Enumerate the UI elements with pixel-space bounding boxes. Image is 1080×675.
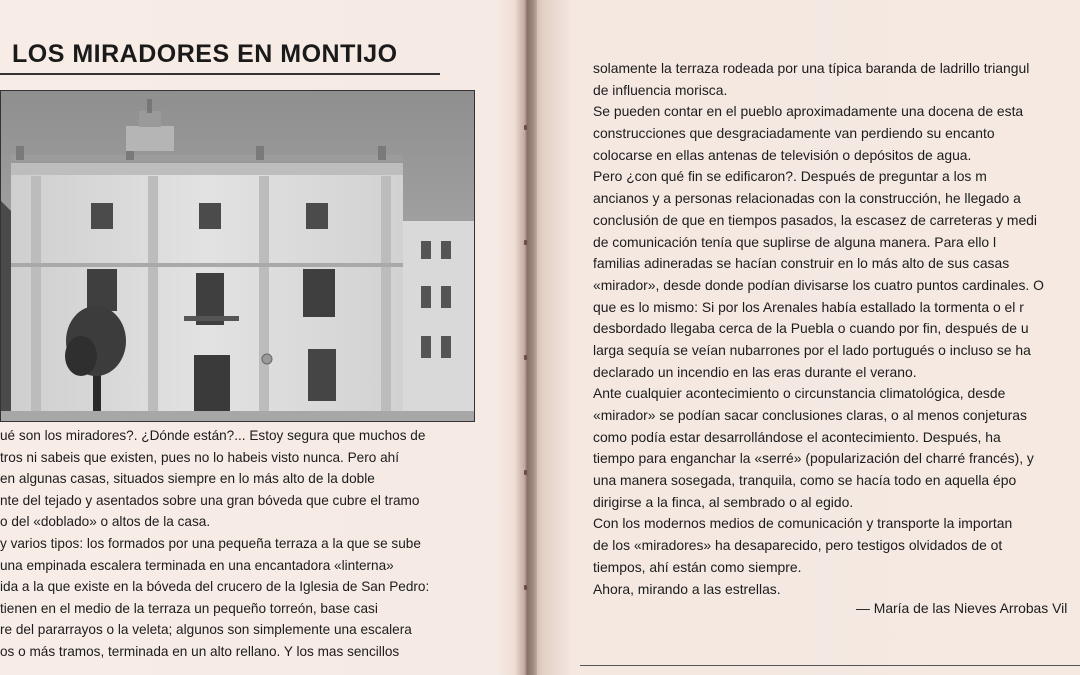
- text-line: en algunas casas, situados siempre en lo más alto de la doble: [0, 471, 375, 487]
- right-article-text: [593, 58, 1080, 600]
- bottom-rule: [580, 665, 1080, 666]
- text-line: Con los modernos medios de comunicación y transporte la importan: [593, 515, 1013, 532]
- binding-stitch: [524, 470, 527, 475]
- text-line: «mirador», desde donde podían divisarse los cuatro puntos cardinales. O: [593, 276, 1044, 293]
- text-line: una empinada escalera terminada en una encantadora «linterna»: [0, 557, 394, 573]
- text-line: Ante cualquier acontecimiento o circunstancia climatológica, desde: [593, 385, 1006, 402]
- text-line: Pero ¿con qué fin se edificaron?. Después de preguntar a los m: [593, 168, 987, 185]
- text-line: de influencia morisca.: [593, 81, 728, 98]
- right-page: [535, 0, 1080, 675]
- book-gutter: [515, 0, 537, 675]
- binding-stitch: [524, 585, 527, 590]
- text-line: colocarse en ellas antenas de televisión o depósitos de agua.: [593, 146, 972, 163]
- text-line: como podía estar desarrollándose el acontecimiento. Después, ha: [593, 428, 1001, 445]
- text-line: os o más tramos, terminada en un alto rellano. Y los mas sencillos: [0, 643, 400, 659]
- text-line: y varios tipos: los formados por una pequeña terraza a la que se sube: [0, 535, 421, 551]
- author-signature: — María de las Nieves Arrobas Vil: [856, 600, 1068, 616]
- text-line: tiempo para enganchar la «serré» (popularización del charré francés), y: [593, 450, 1034, 467]
- text-line: declarado un incendio en las eras durante el verano.: [593, 363, 917, 380]
- binding-stitch: [524, 355, 527, 360]
- binding-stitch: [524, 240, 527, 245]
- text-line: tiempos, ahí están como siempre.: [593, 558, 802, 575]
- text-line: de los «miradores» ha desaparecido, pero testigos olvidados de ot: [593, 537, 1003, 554]
- left-article-text: [0, 425, 478, 663]
- text-line: familias adineradas se hacían construir en lo más alto de sus casas: [593, 255, 1010, 272]
- text-line: tienen en el medio de la terraza un pequeño torreón, base casi: [0, 600, 378, 616]
- text-line: larga sequía se veían nubarrones por el lado portugués o incluso se ha: [593, 341, 1031, 358]
- text-line: re del pararrayos o la veleta; algunos son simplemente una escalera: [0, 622, 412, 638]
- text-line: ida a la que existe en la bóveda del crucero de la Iglesia de San Pedro:: [0, 579, 430, 595]
- text-line: nte del tejado y asentados sobre una gran bóveda que cubre el tramo: [0, 492, 420, 508]
- text-line: dirigirse a la finca, al sembrado o al egido.: [593, 493, 854, 510]
- text-line: «mirador» se podían sacar conclusiones claras, o al menos conjeturas: [593, 407, 1027, 423]
- left-page: [0, 0, 525, 675]
- text-line: solamente la terraza rodeada por una típica baranda de ladrillo triangul: [593, 60, 1030, 76]
- text-line: que es lo mismo: Si por los Arenales había estallado la tormenta o el r: [593, 298, 1024, 315]
- text-line: de comunicación tenía que suplirse de alguna manera. Para ello l: [593, 233, 997, 250]
- text-line: tros ni sabeis que existen, pues no lo habeis visto nunca. Pero ahí: [0, 449, 399, 465]
- text-line: ué son los miradores?. ¿Dónde están?... Estoy segura que muchos de: [0, 428, 426, 443]
- text-line: Se pueden contar en el pueblo aproximadamente una docena de esta: [593, 103, 1024, 120]
- text-line: construcciones que desgraciadamente van perdiendo su encanto: [593, 125, 995, 142]
- text-line: desbordado llegaba cerca de la Puebla o cuando por fin, después de u: [593, 320, 1029, 337]
- text-line: una manera sosegada, tranquila, como se hacía todo en aquella épo: [593, 472, 1017, 489]
- text-line: conclusión de que en tiempos pasados, la escasez de carreteras y medi: [593, 211, 1037, 228]
- page-title: LOS MIRADORES EN MONTIJO: [12, 40, 398, 68]
- text-line: Ahora, mirando a las estrellas.: [593, 580, 781, 597]
- text-line: o del «doblado» o altos de la casa.: [0, 514, 211, 530]
- binding-stitch: [524, 125, 527, 130]
- title-underline: [0, 73, 440, 75]
- building-illustration: [1, 91, 474, 421]
- text-line: ancianos y a personas relacionadas con la construcción, he llegado a: [593, 190, 1021, 207]
- building-photo: [0, 90, 475, 422]
